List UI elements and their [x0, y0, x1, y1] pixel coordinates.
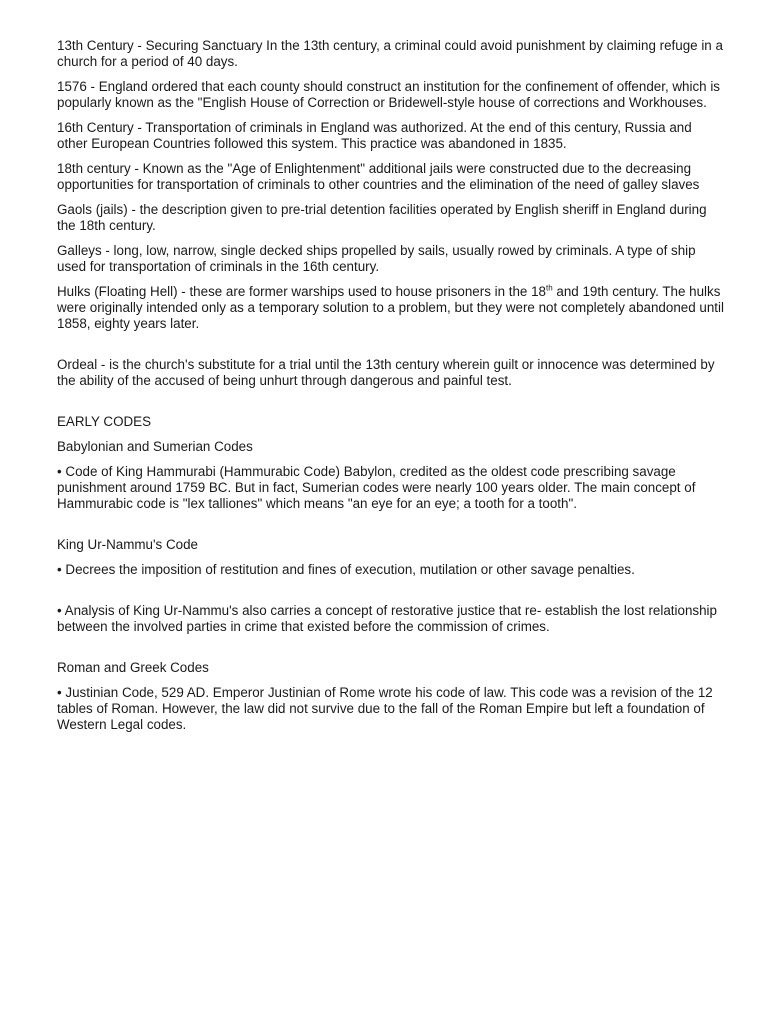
document-page	[57, 38, 725, 742]
early-codes-heading: EARLY CODES	[57, 414, 152, 429]
entry-gaols: Gaols (jails) - the description given to pre-trial detention facilities operated by English sheriff in England during the 18th century.	[57, 202, 707, 233]
entry-hulks	[57, 284, 725, 332]
entry-hulks-text-1: Hulks (Floating Hell) - these are former warships used to house prisoners in the 18	[57, 284, 546, 299]
roman-bullet: • Justinian Code, 529 AD. Emperor Justinian of Rome wrote his code of law. This code was a revision of the 12 tables of Roman. However, the law did not survive due to the fall of the Roman Empire but left a foundation of Western Legal codes.	[57, 685, 713, 732]
entry-18th-century: 18th century - Known as the "Age of Enlightenment" additional jails were constructed due to the decreasing opportunities for transportation of criminals to other countries and the elimination of the need of galley slaves	[57, 161, 700, 192]
urnammu-bullet-2: • Analysis of King Ur-Nammu's also carries a concept of restorative justice that re- establish the lost relationship between the involved parties in crime that existed before the commission of crimes.	[57, 603, 717, 634]
entry-hulks-superscript: th	[545, 283, 553, 293]
entry-13th-century: 13th Century - Securing Sanctuary In the 13th century, a criminal could avoid punishment by claiming refuge in a church for a period of 40 days.	[57, 38, 723, 69]
entry-galleys: Galleys - long, low, narrow, single decked ships propelled by sails, usually rowed by criminals. A type of ship used for transportation of criminals in the 16th century.	[57, 243, 696, 274]
entry-16th-century: 16th Century - Transportation of criminals in England was authorized. At the end of this century, Russia and other European Countries followed this system. This practice was abandoned in 1835.	[57, 120, 692, 151]
urnammu-heading: King Ur-Nammu's Code	[57, 537, 198, 552]
entry-1576: 1576 - England ordered that each county should construct an institution for the confinement of offender, which is popularly known as the "English House of Correction or Bridewell-style house of corrections and Workhouses.	[57, 79, 721, 110]
babylonian-bullet: • Code of King Hammurabi (Hammurabic Code) Babylon, credited as the oldest code prescribing savage punishment around 1759 BC. But in fact, Sumerian codes were nearly 100 years older. The main concept of Hammurabic code is "lex talliones" which means "an eye for an eye; a tooth for a tooth".	[57, 464, 696, 511]
entry-ordeal: Ordeal - is the church's substitute for a trial until the 13th century wherein guilt or innocence was determined by the ability of the accused of being unhurt through dangerous and painful test.	[57, 357, 715, 388]
urnammu-bullet-1: • Decrees the imposition of restitution and fines of execution, mutilation or other savage penalties.	[57, 562, 635, 577]
babylonian-heading: Babylonian and Sumerian Codes	[57, 439, 253, 454]
roman-heading: Roman and Greek Codes	[57, 660, 209, 675]
entry-hulks-text-2: and 19th century. The hulks were originally intended only as a temporary solution to a problem, but they were not completely abandoned until 1858, eighty years later.	[57, 284, 724, 331]
